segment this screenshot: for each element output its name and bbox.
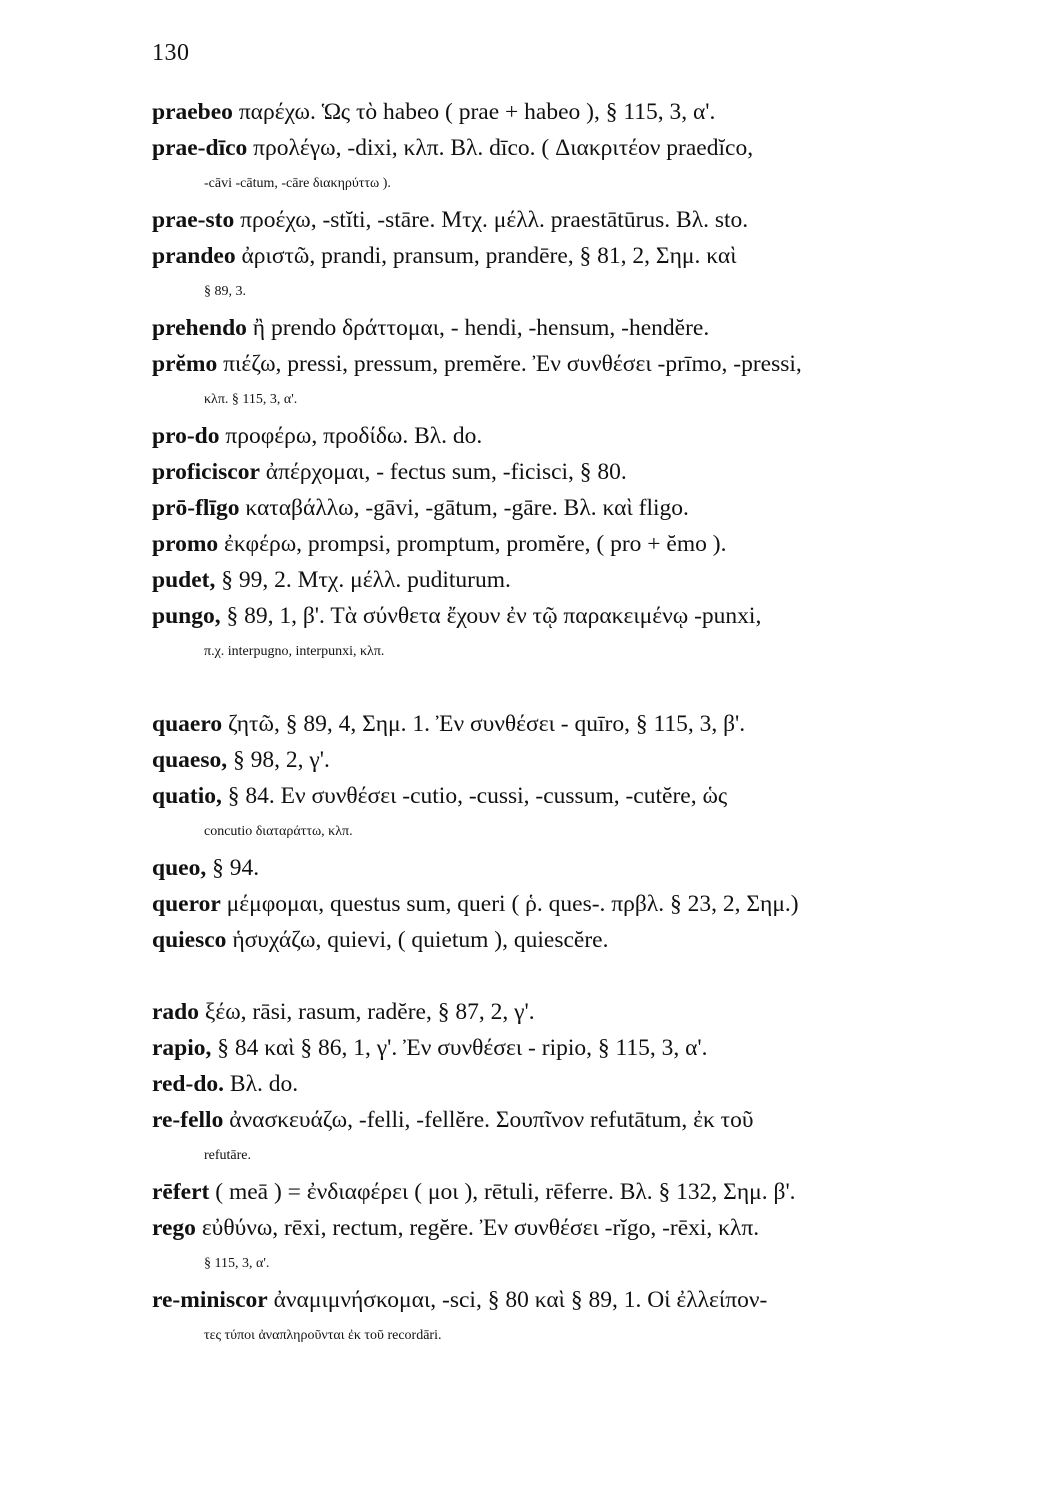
dictionary-entry [152, 130, 1008, 202]
dictionary-entry [152, 1282, 1008, 1354]
entry-headword: queror [152, 891, 221, 917]
entry-text: μέμφομαι, questus sum, queri ( ῥ. ques-. πρβλ. § 23, 2, Σημ.) [226, 891, 799, 917]
entry-headword: prae-sto [152, 207, 235, 233]
dictionary-entry [152, 1174, 1008, 1210]
entry-headword: red-do. [152, 1071, 225, 1097]
dictionary-entry [152, 922, 1008, 958]
entry-text: ἀναμιμνήσκομαι, -sci, § 80 καὶ § 89, 1. Οἱ ἐλλείπον- [273, 1287, 768, 1313]
entry-headword: re-miniscor [152, 1287, 268, 1313]
entry-text: § 99, 2. Μτχ. μέλλ. puditurum. [221, 567, 511, 593]
entry-text: refutāre. [204, 1148, 252, 1163]
entry-text: προέχω, -stĭti, -stāre. Μτχ. μέλλ. praestātūrus. Βλ. sto. [240, 207, 749, 233]
entry-continuation-line [152, 1246, 1008, 1282]
entry-continuation-line [152, 382, 1008, 418]
entry-first-line [152, 238, 1008, 274]
entry-text: § 98, 2, γ'. [232, 747, 330, 773]
entry-headword: praebeo [152, 99, 233, 125]
entry-headword: quiesco [152, 927, 227, 953]
entry-first-line [152, 94, 1008, 130]
dictionary-entry [152, 418, 1008, 454]
entry-headword: prō-flīgo [152, 495, 240, 521]
dictionary-entry [152, 490, 1008, 526]
entry-first-line [152, 742, 1008, 778]
entry-text: π.χ. interpugno, interpunxi, κλπ. [204, 644, 385, 659]
entry-text: § 84. Εν συνθέσει -cutio, -cussi, -cussum, -cutĕre, ὡς [227, 783, 728, 809]
entry-text: εὐθύνω, rēxi, rectum, regĕre. Ἐν συνθέσει -rĭgo, -rēxi, κλπ. [201, 1215, 760, 1241]
dictionary-entry [152, 202, 1008, 238]
entry-continuation-line [152, 814, 1008, 850]
entry-text: ζητῶ, § 89, 4, Σημ. 1. Ἐν συνθέσει - quīro, § 115, 3, β'. [227, 711, 746, 737]
entry-text: ἀριστῶ, prandi, pransum, prandēre, § 81, 2, Σημ. καὶ [241, 243, 737, 269]
dictionary-entry [152, 850, 1008, 886]
entry-list [152, 94, 1008, 1354]
entry-first-line [152, 310, 1008, 346]
entry-headword: rado [152, 999, 199, 1025]
entry-first-line [152, 490, 1008, 526]
dictionary-entry [152, 1210, 1008, 1282]
dictionary-entry [152, 310, 1008, 346]
entry-first-line [152, 598, 1008, 634]
entry-first-line [152, 922, 1008, 958]
dictionary-entry [152, 1030, 1008, 1066]
entry-first-line [152, 778, 1008, 814]
entry-first-line [152, 346, 1008, 382]
entry-text: παρέχω. Ὡς τὸ habeo ( prae + habeo ), § 115, 3, α'. [238, 99, 716, 125]
dictionary-entry [152, 526, 1008, 562]
dictionary-entry [152, 346, 1008, 418]
entry-first-line [152, 1174, 1008, 1210]
entry-text: ξέω, rāsi, rasum, radĕre, § 87, 2, γ'. [204, 999, 535, 1025]
dictionary-entry [152, 778, 1008, 850]
entry-first-line [152, 562, 1008, 598]
entry-text: Βλ. do. [229, 1071, 299, 1097]
entry-text: § 115, 3, α'. [204, 1256, 270, 1271]
dictionary-entry [152, 706, 1008, 742]
entry-first-line [152, 1102, 1008, 1138]
entry-text: ἢ prendo δράττομαι, - hendi, -hensum, -hendĕre. [252, 315, 710, 341]
entry-headword: proficiscor [152, 459, 260, 485]
entry-first-line [152, 886, 1008, 922]
entry-first-line [152, 850, 1008, 886]
entry-text: ἀπέρχομαι, - fectus sum, -ficisci, § 80. [265, 459, 627, 485]
entry-headword: rego [152, 1215, 196, 1241]
entry-first-line [152, 454, 1008, 490]
entry-first-line [152, 1066, 1008, 1102]
entry-first-line [152, 706, 1008, 742]
entry-headword: prehendo [152, 315, 247, 341]
entry-headword: prĕmo [152, 351, 218, 377]
entry-continuation-line [152, 1138, 1008, 1174]
entry-headword: pro-do [152, 423, 220, 449]
entry-text: ἐκφέρω, prompsi, promptum, promĕre, ( pro + ĕmo ). [224, 531, 727, 557]
dictionary-entry [152, 886, 1008, 922]
dictionary-entry [152, 238, 1008, 310]
entry-text: § 89, 1, β'. Τὰ σύνθετα ἔχουν ἐν τῷ παρακειμένῳ -punxi, [226, 603, 762, 629]
dictionary-entry [152, 1102, 1008, 1174]
section-gap [152, 670, 1008, 706]
dictionary-entry [152, 562, 1008, 598]
entry-first-line [152, 1282, 1008, 1318]
dictionary-entry [152, 454, 1008, 490]
entry-text: § 89, 3. [204, 284, 246, 299]
entry-headword: pungo, [152, 603, 221, 629]
entry-headword: queo, [152, 855, 207, 881]
entry-text: § 94. [212, 855, 260, 881]
entry-first-line [152, 526, 1008, 562]
entry-headword: promo [152, 531, 219, 557]
entry-first-line [152, 202, 1008, 238]
entry-text: § 84 καὶ § 86, 1, γ'. Ἐν συνθέσει - ripio, § 115, 3, α'. [217, 1035, 708, 1061]
dictionary-entry [152, 994, 1008, 1030]
entry-first-line [152, 994, 1008, 1030]
section-gap [152, 958, 1008, 994]
entry-first-line [152, 1030, 1008, 1066]
dictionary-entry [152, 1066, 1008, 1102]
entry-headword: re-fello [152, 1107, 224, 1133]
entry-text: -cāvi -cātum, -cāre διακηρύττω ). [204, 176, 391, 191]
entry-headword: quatio, [152, 783, 222, 809]
entry-first-line [152, 130, 1008, 166]
entry-headword: pudet, [152, 567, 216, 593]
entry-headword: quaeso, [152, 747, 228, 773]
entry-continuation-line [152, 1318, 1008, 1354]
entry-text: concutio διαταράττω, κλπ. [204, 824, 353, 839]
entry-first-line [152, 1210, 1008, 1246]
entry-continuation-line [152, 634, 1008, 670]
entry-text: προλέγω, -dixi, κλπ. Βλ. dīco. ( Διακριτέον praedĭco, [253, 135, 754, 161]
dictionary-entry [152, 598, 1008, 670]
entry-text: ἀνασκευάζω, -felli, -fellĕre. Σουπῖνον refutātum, ἐκ τοῦ [229, 1107, 754, 1133]
entry-headword: rapio, [152, 1035, 212, 1061]
entry-headword: quaero [152, 711, 223, 737]
entry-text: τες τύποι ἀναπληροῦνται ἐκ τοῦ recordāri. [204, 1328, 442, 1343]
entry-first-line [152, 418, 1008, 454]
entry-text: κλπ. § 115, 3, α'. [204, 392, 298, 407]
entry-text: καταβάλλω, -gāvi, -gātum, -gāre. Βλ. καὶ fligo. [245, 495, 689, 521]
dictionary-entry [152, 94, 1008, 130]
page-number: 130 [152, 40, 190, 66]
entry-continuation-line [152, 274, 1008, 310]
entry-text: πιέζω, pressi, pressum, premĕre. Ἐν συνθέσει -prīmo, -pressi, [223, 351, 802, 377]
entry-continuation-line [152, 166, 1008, 202]
entry-headword: prandeo [152, 243, 236, 269]
entry-text: ( meā ) = ἐνδιαφέρει ( μοι ), rētuli, rēferre. Βλ. § 132, Σημ. β'. [215, 1179, 796, 1205]
entry-text: ἡσυχάζω, quievi, ( quietum ), quiescĕre. [232, 927, 609, 953]
dictionary-entry [152, 742, 1008, 778]
entry-headword: prae-dīco [152, 135, 248, 161]
entry-text: προφέρω, προδίδω. Βλ. do. [225, 423, 483, 449]
entry-headword: rēfert [152, 1179, 210, 1205]
